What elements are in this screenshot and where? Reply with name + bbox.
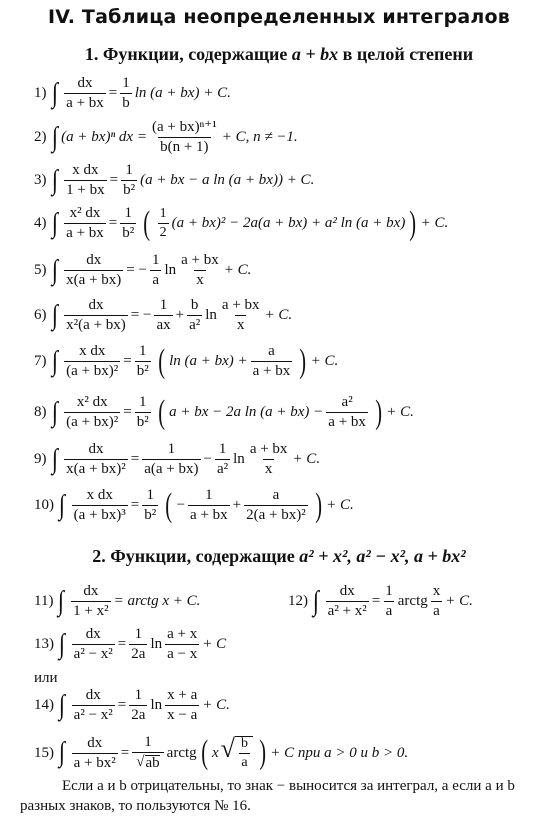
section-1-title-suffix: в целой степени xyxy=(338,44,474,64)
integrand-fraction xyxy=(64,253,123,288)
formula-6 xyxy=(34,298,292,333)
or-label: или xyxy=(34,670,58,686)
coefficient-fraction-2 xyxy=(215,442,230,477)
integral-sign: ∫ xyxy=(51,121,58,153)
function-name: arctg xyxy=(397,593,428,609)
formula-tail: + C. xyxy=(223,262,252,278)
integrand-fraction xyxy=(72,688,115,723)
numerator: dx xyxy=(77,75,93,91)
integral-sign: ∫ xyxy=(51,396,58,428)
left-paren: ( xyxy=(165,486,173,524)
numerator: dx xyxy=(83,583,99,599)
integrand-fraction xyxy=(64,344,120,379)
equals-sign: = xyxy=(130,451,140,467)
ln-label: ln xyxy=(150,697,163,713)
denominator: a + bx xyxy=(190,507,228,523)
minus-sign: − xyxy=(203,451,212,467)
denominator: a − x xyxy=(167,646,198,662)
denominator: a xyxy=(152,272,160,288)
formula-number: 4) xyxy=(34,215,47,231)
formula-number: 5) xyxy=(34,262,47,278)
denominator: (a + bx)³ xyxy=(73,507,126,523)
numerator: dx xyxy=(339,583,355,599)
numerator: 1 xyxy=(122,75,130,91)
integral-sign: ∫ xyxy=(58,585,65,617)
formula-number: 3) xyxy=(34,172,47,188)
formula-tail: + C. xyxy=(326,497,354,513)
denominator: a + bx xyxy=(252,363,291,379)
formula-number: 9) xyxy=(34,451,47,467)
coefficient-fraction xyxy=(129,688,147,723)
coefficient-fraction xyxy=(135,344,151,379)
integrand-fraction xyxy=(64,298,128,333)
formula-number: 1) xyxy=(34,85,47,101)
ln-label: ln xyxy=(164,262,177,278)
integrand-fraction xyxy=(64,442,128,477)
numerator: a + bx xyxy=(249,441,288,457)
denominator: a + bx² xyxy=(73,754,116,771)
denominator: b² xyxy=(123,182,136,198)
denominator xyxy=(132,752,163,771)
formula-11 xyxy=(34,584,200,619)
ln-label: ln xyxy=(205,307,217,323)
result-fraction xyxy=(150,120,219,155)
section-2-title-prefix: 2. Функции, содержащие xyxy=(92,546,300,566)
log-fraction xyxy=(220,298,262,333)
inner-fraction-2 xyxy=(244,488,308,523)
section-1-title-expr: a + bx xyxy=(291,44,339,64)
numerator: x xyxy=(432,583,441,599)
numerator: 1 xyxy=(146,487,154,503)
equals-sign: = xyxy=(123,404,132,420)
ln-label: ln xyxy=(150,636,163,652)
integrand-fraction xyxy=(64,206,106,241)
coefficient-fraction xyxy=(142,488,158,523)
numerator: 1 xyxy=(218,441,227,457)
denominator: x²(a + bx) xyxy=(66,317,126,333)
numerator: 1 xyxy=(385,583,393,599)
denominator: a xyxy=(433,603,440,619)
denominator: 2(a + bx)² xyxy=(246,507,306,523)
log-fraction xyxy=(248,442,290,477)
section-1-title-prefix: 1. Функции, содержащие xyxy=(84,44,292,64)
integrand-fraction xyxy=(64,395,120,430)
numerator: dx xyxy=(86,252,102,268)
equals-sign: = − xyxy=(130,307,152,323)
formula-1 xyxy=(34,76,231,111)
coefficient-fraction xyxy=(120,206,136,241)
integrand-fraction xyxy=(64,163,106,198)
equals-sign: = − xyxy=(126,262,147,278)
numerator: 1 xyxy=(205,487,213,503)
equals-sign: = xyxy=(117,636,127,652)
numerator: 1 xyxy=(139,343,147,359)
integral-sign: ∫ xyxy=(58,737,65,768)
formula-5 xyxy=(34,253,251,288)
coefficient-fraction xyxy=(132,735,163,771)
denominator: a² xyxy=(189,317,201,333)
formula-4 xyxy=(34,206,448,241)
numerator: 1 xyxy=(159,297,168,313)
formula-8 xyxy=(34,395,414,430)
formula-number: 11) xyxy=(34,593,54,609)
formula-rest: = arctg x + C. xyxy=(113,593,201,609)
integral-sign: ∫ xyxy=(51,345,58,377)
integral-sign: ∫ xyxy=(51,207,58,239)
denominator: a xyxy=(385,603,393,619)
equals-sign: = xyxy=(108,85,118,101)
denominator: 1 + x² xyxy=(73,603,109,619)
denominator: x xyxy=(236,317,245,333)
numerator: x + a xyxy=(167,687,198,703)
formula-number: 14) xyxy=(34,697,54,713)
formula-rest: (a + bx)² − 2a(a + bx) + a² ln (a + bx) xyxy=(171,215,406,231)
denominator: b² xyxy=(144,507,157,523)
denominator: a(a + bx) xyxy=(144,461,199,477)
formula-tail: + C xyxy=(202,636,227,652)
equals-sign: = xyxy=(117,697,127,713)
denominator: x xyxy=(196,272,204,288)
formula-9 xyxy=(34,442,320,477)
square-root xyxy=(221,736,253,770)
radical-sign: √ xyxy=(220,734,235,763)
formula-number: 8) xyxy=(34,404,47,420)
right-paren: ) xyxy=(315,486,322,524)
formula-number: 15) xyxy=(34,744,54,761)
denominator: a + bx xyxy=(328,414,366,430)
formula-15 xyxy=(34,735,408,771)
numerator: 1 xyxy=(125,162,133,178)
integral-sign: ∫ xyxy=(51,443,58,475)
denominator: b xyxy=(122,95,130,111)
function-name: arctg xyxy=(166,744,197,761)
ln-label: ln xyxy=(233,451,245,467)
numerator: 1 xyxy=(134,687,143,703)
section-2-title xyxy=(0,546,558,567)
integrand-fraction xyxy=(64,76,106,111)
inner-fraction xyxy=(251,344,293,379)
formula-mid: ln (a + bx) + xyxy=(169,353,248,369)
formula-number: 12) xyxy=(288,593,308,609)
integral-sign: ∫ xyxy=(51,164,58,196)
formula-mid: a + bx − 2a ln (a + bx) − xyxy=(169,404,324,420)
formula-tail: + C при a > 0 и b > 0. xyxy=(270,744,409,761)
formula-tail: + C. xyxy=(264,307,293,323)
numerator: 1 xyxy=(159,206,167,221)
log-fraction xyxy=(165,688,199,723)
log-fraction xyxy=(179,253,221,288)
formula-tail: + C. xyxy=(310,353,339,369)
footnote: Если a и b отрицательны, то знак − выносится за интеграл, а если a и b разных знаков, то пользуются № 16. xyxy=(20,778,515,814)
minus-sign: − xyxy=(176,497,186,513)
inner-fraction xyxy=(188,488,230,523)
denominator: (a + bx)² xyxy=(66,414,119,430)
coefficient-fraction xyxy=(142,442,200,477)
left-paren: ( xyxy=(158,342,165,380)
right-paren: ) xyxy=(375,393,382,431)
formula-tail: + C. xyxy=(202,697,230,713)
coefficient-fraction xyxy=(150,253,162,288)
numerator: x² dx xyxy=(76,394,108,410)
coefficient-fraction xyxy=(120,76,132,111)
integrand-fraction xyxy=(72,627,115,662)
denominator: 1 + bx xyxy=(66,182,105,198)
denominator: x(a + bx)² xyxy=(66,461,126,477)
section-2-title-expr: a² + x², a² − x², a + bx² xyxy=(299,546,466,566)
formula-14 xyxy=(34,688,230,723)
right-paren: ) xyxy=(409,204,417,242)
integral-sign: ∫ xyxy=(51,77,58,109)
plus-sign: + xyxy=(175,307,185,323)
denominator: a² xyxy=(216,461,229,477)
coefficient-fraction xyxy=(154,298,172,333)
integrand-fraction xyxy=(72,488,128,523)
page-title: IV. Таблица неопределенных интегралов xyxy=(47,6,511,28)
formula-number: 7) xyxy=(34,353,47,369)
left-paren: ( xyxy=(143,204,151,242)
denominator: a + bx xyxy=(66,225,104,241)
denominator: x − a xyxy=(167,707,198,723)
numerator: (a + bx)ⁿ⁺¹ xyxy=(151,119,217,135)
right-paren: ) xyxy=(299,342,307,380)
numerator: a² xyxy=(341,394,353,410)
integrand-fraction xyxy=(326,584,369,619)
formula-number: 13) xyxy=(34,636,54,652)
numerator: b xyxy=(190,297,199,313)
numerator: dx xyxy=(85,687,101,703)
coefficient-fraction-2 xyxy=(187,298,202,333)
formula-tail: + C. xyxy=(445,593,473,609)
denominator: 2a xyxy=(131,646,146,662)
formula-rest: (a + bx − a ln (a + bx)) + C. xyxy=(140,172,315,188)
formula-2 xyxy=(34,120,298,155)
denominator: b² xyxy=(136,363,149,379)
numerator: a + x xyxy=(167,626,198,642)
radical-sign: √ xyxy=(136,754,145,770)
integral-sign: ∫ xyxy=(51,299,58,331)
coefficient-fraction xyxy=(383,584,395,619)
equals-sign: = xyxy=(108,215,118,231)
numerator: dx xyxy=(88,441,104,457)
equals-sign: = xyxy=(130,497,140,513)
numerator: x dx xyxy=(79,343,106,359)
plus-sign: + xyxy=(232,497,242,513)
numerator: 1 xyxy=(134,626,143,642)
denominator: a² + x² xyxy=(327,603,367,619)
denominator: (a + bx)² xyxy=(66,363,119,379)
integral-sign: ∫ xyxy=(58,628,65,660)
formula-7 xyxy=(34,344,338,379)
numerator: 1 xyxy=(124,205,133,221)
log-fraction xyxy=(165,627,199,662)
section-1-title xyxy=(0,44,558,65)
numerator: 1 xyxy=(144,734,152,750)
numerator: dx xyxy=(87,734,103,751)
denominator: b(n + 1) xyxy=(160,139,209,155)
right-paren: ) xyxy=(259,734,266,771)
left-paren: ( xyxy=(158,393,165,431)
denominator: 2 xyxy=(159,225,167,240)
formula-number: 10) xyxy=(34,497,54,513)
numerator: a xyxy=(268,343,275,359)
formula-rest: + C, n ≠ −1. xyxy=(221,129,298,145)
formula-number: 6) xyxy=(34,307,47,323)
formula-tail: + C. xyxy=(292,451,321,467)
denominator: x xyxy=(264,461,273,477)
numerator: a + bx xyxy=(181,252,219,268)
equals-sign: = xyxy=(120,744,130,761)
numerator: dx xyxy=(85,626,101,642)
denominator: ax xyxy=(156,317,171,333)
radicand-fraction xyxy=(239,737,250,770)
argument-fraction xyxy=(431,584,443,619)
integral-sign: ∫ xyxy=(58,489,65,521)
formula-number: 2) xyxy=(34,129,47,145)
coefficient-fraction xyxy=(121,163,137,198)
denominator: b² xyxy=(136,414,149,430)
integrand: (a + bx)ⁿ dx = xyxy=(61,129,147,145)
formula-tail: + C. xyxy=(386,404,414,420)
integrand-fraction xyxy=(71,584,110,619)
coefficient-fraction xyxy=(135,395,151,430)
numerator: x dx xyxy=(72,162,99,178)
numerator: x² dx xyxy=(69,205,101,221)
denominator: 2a xyxy=(131,707,146,723)
numerator: 1 xyxy=(139,394,147,410)
numerator: b xyxy=(240,736,248,751)
numerator: 1 xyxy=(167,441,176,457)
equals-sign: = xyxy=(109,172,119,188)
denominator: a² − x² xyxy=(73,646,113,662)
formula-12 xyxy=(288,584,473,619)
numerator: 1 xyxy=(151,252,160,268)
numerator: a xyxy=(272,487,280,503)
numerator: x dx xyxy=(86,487,113,503)
radicand: ab xyxy=(145,755,160,771)
radicand xyxy=(235,736,253,770)
formula-rest: ln (a + bx) + C. xyxy=(134,85,231,101)
denominator: x(a + bx) xyxy=(66,272,122,288)
denominator: a xyxy=(241,755,248,770)
formula-13 xyxy=(34,627,226,662)
formula-10 xyxy=(34,488,354,523)
inner-fraction xyxy=(326,395,368,430)
left-paren: ( xyxy=(200,734,208,771)
equals-sign: = xyxy=(371,593,381,609)
argument-x: x xyxy=(211,744,219,761)
half-fraction xyxy=(158,207,169,240)
equals-sign: = xyxy=(123,353,132,369)
numerator: dx xyxy=(88,297,104,313)
denominator: a + bx xyxy=(66,95,104,111)
square-root xyxy=(136,755,159,771)
integrand-fraction xyxy=(72,736,118,771)
integral-sign: ∫ xyxy=(58,689,65,721)
formula-tail: + C. xyxy=(420,215,449,231)
numerator: a + bx xyxy=(221,297,260,313)
coefficient-fraction xyxy=(129,627,147,662)
integral-sign: ∫ xyxy=(312,585,319,617)
denominator: a² − x² xyxy=(73,707,113,723)
formula-3 xyxy=(34,163,314,198)
integral-sign: ∫ xyxy=(51,254,58,286)
denominator: b² xyxy=(122,225,135,241)
